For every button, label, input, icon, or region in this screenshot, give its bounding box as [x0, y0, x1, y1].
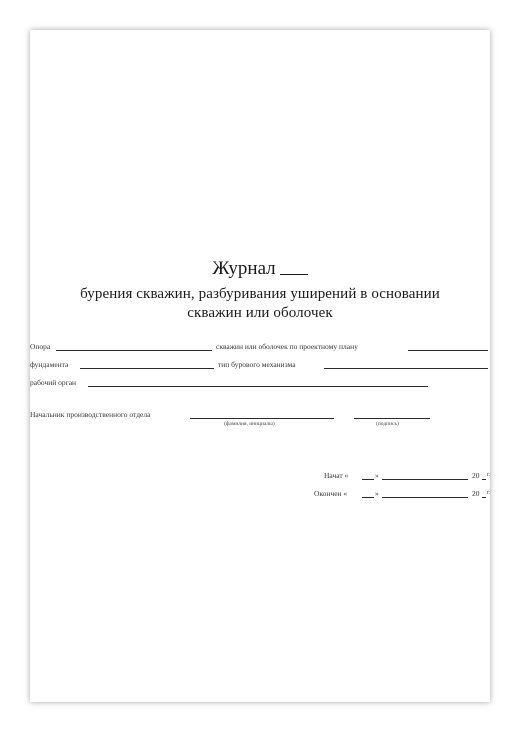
end-day-line[interactable]: [362, 497, 374, 498]
start-year-g: г.: [487, 472, 491, 478]
field-working-team-label: рабочий орган: [30, 378, 77, 387]
field-foundation-label: фундамента: [30, 360, 69, 369]
journal-subtitle-line-2: скважин или оболочек: [187, 305, 333, 321]
caption-signature: (подпись): [376, 421, 399, 427]
field-object-label: Опора: [30, 342, 51, 351]
end-year-line[interactable]: [482, 497, 486, 498]
field-chief-name-line[interactable]: [190, 418, 334, 419]
start-month-line[interactable]: [382, 479, 468, 480]
field-object-line[interactable]: [56, 350, 212, 351]
field-rig-type-label: тип бурового механизма: [218, 360, 296, 369]
journal-title: [30, 258, 490, 280]
field-diameter-label: скважин или оболочек по проектному плану: [216, 342, 358, 351]
end-year-prefix: 20: [472, 489, 480, 498]
journal-title-text: Журнал: [212, 258, 276, 279]
end-quote-close: »: [375, 489, 379, 498]
field-rig-type-line[interactable]: [324, 368, 488, 369]
start-day-line[interactable]: [362, 479, 374, 480]
start-year-prefix: 20: [472, 471, 480, 480]
start-date-label: Начат «: [324, 471, 349, 480]
field-chief-signature-line[interactable]: [354, 418, 430, 419]
caption-name: (фамилия, инициалы): [224, 421, 275, 427]
field-working-team-line[interactable]: [88, 386, 428, 387]
field-chief-label: Начальник производственного отдела: [30, 410, 151, 419]
start-year-line[interactable]: [482, 479, 486, 480]
journal-number-blank: [280, 274, 308, 275]
journal-subtitle-line-1: бурения скважин, разбуривания уширений в основании: [80, 286, 440, 302]
end-date-label: Окончен «: [314, 489, 348, 498]
end-month-line[interactable]: [382, 497, 468, 498]
field-foundation-line[interactable]: [80, 368, 214, 369]
field-diameter-line[interactable]: [408, 350, 488, 351]
document-page: [30, 30, 490, 702]
end-year-g: г.: [487, 490, 491, 496]
start-quote-close: »: [375, 471, 379, 480]
